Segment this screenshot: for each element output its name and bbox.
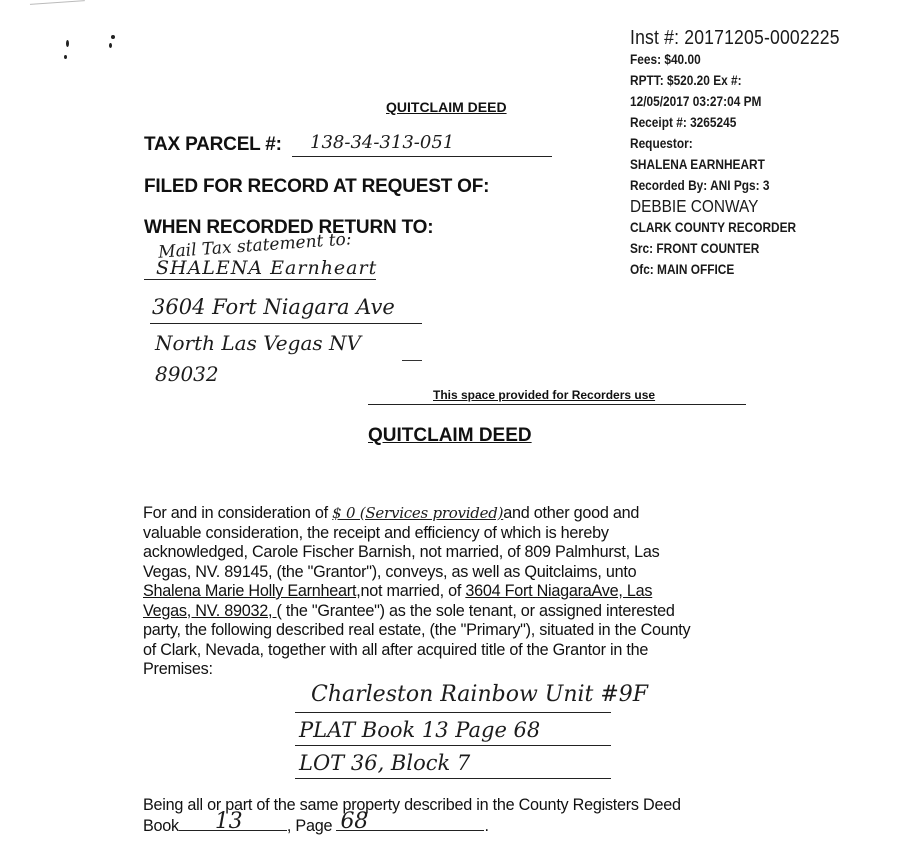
legal-description-text: PLAT Book 13 Page 68 xyxy=(299,718,541,742)
body-text: ( the "Grantee") as the sole tenant, or assigned interested xyxy=(276,601,675,620)
fees: Fees: $40.00 xyxy=(630,52,701,67)
footer-end: . xyxy=(484,816,489,835)
requestor-name: SHALENA EARNHEART xyxy=(630,157,765,172)
scan-artifact xyxy=(111,35,115,39)
return-to-label: WHEN RECORDED RETURN TO: xyxy=(144,217,434,238)
recorded-by: Recorded By: ANI Pgs: 3 xyxy=(630,178,770,193)
return-address-line2-underline xyxy=(144,257,376,280)
consideration-value: $ 0 (Services provided) xyxy=(332,504,504,522)
deed-body xyxy=(143,504,763,680)
body-line: valuable consideration, the receipt and efficiency of which is hereby xyxy=(143,523,609,542)
body-text: For and in consideration of xyxy=(143,504,333,522)
book-field xyxy=(179,809,287,834)
recorders-space-label: This space provided for Recorders use xyxy=(433,388,656,402)
page-field xyxy=(336,809,484,834)
grantee-name: Shalena Marie Holly Earnheart, xyxy=(143,582,361,600)
book-label: Book xyxy=(143,816,179,835)
body-text: and other good and xyxy=(503,504,640,522)
body-line: Premises: xyxy=(143,660,213,678)
tax-parcel-label: TAX PARCEL #: xyxy=(144,134,282,155)
scan-artifact xyxy=(109,43,112,48)
header-title: QUITCLAIM DEED xyxy=(386,99,507,115)
return-address-line5: 89032 xyxy=(155,362,219,386)
body-line: Vegas, NV. 89145, (the "Grantor"), conveys, as well as Quitclaims, unto xyxy=(143,562,637,581)
tax-parcel-value: 138-34-313-051 xyxy=(310,132,455,153)
filed-for-record-label: FILED FOR RECORD AT REQUEST OF: xyxy=(144,176,490,197)
recording-stamp xyxy=(630,28,840,280)
source: Src: FRONT COUNTER xyxy=(630,241,760,256)
body-line: party, the following described real estate, (the "Primary"), situated in the County xyxy=(143,621,691,639)
instrument-number: Inst #: 20171205-0002225 xyxy=(630,27,840,49)
legal-description-text: LOT 36, Block 7 xyxy=(299,751,471,775)
scan-artifact xyxy=(64,55,67,59)
legal-description-line3 xyxy=(295,751,611,779)
return-address-line4: North Las Vegas NV xyxy=(155,331,361,355)
scan-artifact xyxy=(30,0,85,8)
recorder-office: CLARK COUNTY RECORDER xyxy=(630,220,797,235)
body-line: of Clark, Nevada, together with all after acquired title of the Grantor in the xyxy=(143,640,649,659)
page-value: 68 xyxy=(340,809,368,834)
footer-line: Being all or part of the same property described in the County Registers Deed xyxy=(143,796,681,814)
body-text: not married, of xyxy=(360,582,466,600)
receipt-number: Receipt #: 3265245 xyxy=(630,115,737,130)
grantee-address: 3604 Fort NiagaraAve, Las xyxy=(465,582,653,600)
deed-footer xyxy=(143,796,681,836)
book-value: 13 xyxy=(214,809,243,834)
scan-artifact xyxy=(66,40,69,47)
grantee-address-cont: Vegas, NV. 89032, xyxy=(143,601,277,620)
return-address-line3: 3604 Fort Niagara Ave xyxy=(152,295,395,319)
recorder-name: DEBBIE CONWAY xyxy=(630,196,759,216)
rptt: RPTT: $520.20 Ex #: xyxy=(630,73,742,88)
return-address-line1: Mail Tax statement to: xyxy=(157,229,353,263)
legal-description-line2 xyxy=(295,718,611,746)
return-address-line3-underline xyxy=(150,295,422,324)
office: Ofc: MAIN OFFICE xyxy=(630,262,735,277)
stray-dash xyxy=(402,360,422,361)
tax-parcel-field xyxy=(292,132,552,157)
page-label: , Page xyxy=(286,816,337,835)
legal-description-text: Charleston Rainbow Unit #9F xyxy=(311,682,649,707)
requestor-label: Requestor: xyxy=(630,136,693,151)
return-address-line2: SHALENA Earnheart xyxy=(156,257,378,279)
recorded-datetime: 12/05/2017 03:27:04 PM xyxy=(630,94,762,109)
body-line: acknowledged, Carole Fischer Barnish, not married, of 809 Palmhurst, Las xyxy=(143,543,660,561)
main-title: QUITCLAIM DEED xyxy=(368,425,532,446)
legal-description-line1 xyxy=(295,682,649,713)
